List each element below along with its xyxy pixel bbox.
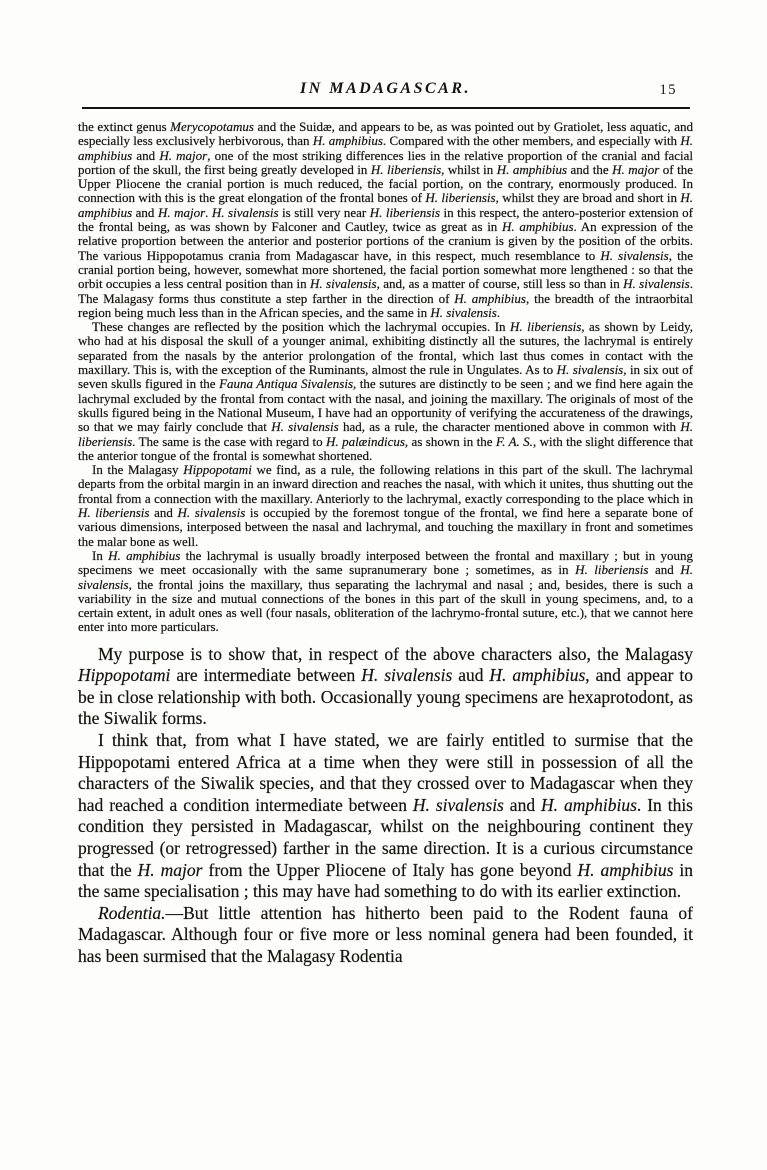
paragraph: In H. amphibius the lachrymal is usually broadly interposed between the frontal and maxillary ; but in young specimens we meet occasionally with the same supranumerary bone ; sometimes, as in H. liberiensis and H. sivalensis, the frontal joins the maxillary, thus separating the lachrymal and nasal ; and, besides, there is such a variability in the size and mutual connections of the bones in this part of the skull in young specimens, and, to a certain extent, in adult ones as well (four nasals, obliteration of the lachrymo-frontal suture, etc.), that we cannot here enter into more particulars. bbox=[78, 547, 693, 635]
fine-print-section bbox=[78, 120, 693, 635]
paragraph: the extinct genus Merycopotamus and the Suidæ, and appears to be, as was pointed out by Gratiolet, less aquatic, and especially less exclusively herbivorous, than H. amphibius. Compared with the other members, and especially with H. amphibius and H. major, one of the most striking differences lies in the relative proportion of the cranial and facial portion of the skull, the first being greatly developed in H. liberiensis, whilst in H. amphibius and the H. major of the Upper Pliocene the cranial portion is much reduced, the facial portion, on the contrary, enormously produced. In connection with this is the great elongation of the frontal bones of H. liberiensis, whilst they are broad and short in H. amphibius and H. major. H. sivalensis is still very near H. liberiensis in this respect, the antero-posterior extension of the frontal being, as was shown by Falconer and Cautley, twice as great as in H. amphibius. An expression of the relative proportion between the anterior and posterior portions of the cranium is given by the position of the orbits. The various Hippopotamus crania from Madagascar have, in this respect, much resemblance to H. sivalensis, the cranial portion being, however, somewhat more shortened, the facial portion somewhat more lengthened : so that the orbit occupies a less central position than in H. sivalensis, and, as a matter of course, still less so than in H. sivalensis. The Malagasy forms thus constitute a step farther in the direction of H. amphibius, the breadth of the intraorbital region being much less than in the African species, and the same in H. sivalensis. bbox=[78, 119, 694, 320]
paragraph: My purpose is to show that, in respect of the above characters also, the Malagasy Hippopotami are intermediate between H. sivalensis aud H. amphibius, and appear to be in close relationship with both. Occasionally young specimens are hexaprotodont, as the Siwalik forms. bbox=[78, 643, 693, 729]
running-title: IN MADAGASCAR. bbox=[299, 80, 472, 97]
paragraph: Rodentia.—But little attention has hitherto been paid to the Rodent fauna of Madagascar. Although four or five more or less nominal genera had been founded, it has been surmised that the Malagasy Rodentia bbox=[78, 902, 693, 966]
page-header bbox=[78, 80, 693, 99]
paragraph: I think that, from what I have stated, we are fairly entitled to surmise that the Hippopotami entered Africa at a time when they were still in possession of all the characters of the Siwalik species, and that they crossed over to Madagascar when they had reached a condition intermediate between H. sivalensis and H. amphibius. In this condition they persisted in Madagascar, whilst on the neighbouring continent they progressed (or retrogressed) farther in the same direction. It is a curious circumstance that the H. major from the Upper Pliocene of Italy has gone beyond H. amphibius in the same specialisation ; this may have had something to do with its earlier extinction. bbox=[78, 730, 694, 902]
paragraph: These changes are reflected by the position which the lachrymal occupies. In H. liberiensis, as shown by Leidy, who had at his disposal the skull of a younger animal, exhibiting distinctly all the sutures, the lachrymal is entirely separated from the nasals by the anterior prolongation of the frontal, which last thus comes in contact with the maxillary. This is, with the exception of the Ruminants, almost the rule in Ungulates. As to H. sivalensis, in six out of seven skulls figured in the Fauna Antiqua Sivalensis, the sutures are distinctly to be seen ; and we find here again the lachrymal excluded by the frontal from contact with the nasal, and joining the maxillary. The originals of most of the skulls figured being in the National Museum, I have had an opportunity of verifying the accurateness of the drawings, so that we may fairly conclude that H. sivalensis had, as a rule, the character mentioned above in common with H. liberiensis. The same is the case with regard to H. palæindicus, as shown in the F. A. S., with the slight difference that the anterior tongue of the frontal is somewhat shortened. bbox=[78, 319, 694, 463]
header-rule bbox=[82, 107, 690, 109]
main-text-section bbox=[78, 644, 693, 968]
paragraph: In the Malagasy Hippopotami we find, as a rule, the following relations in this part of the skull. The lachrymal departs from the orbital margin in an inward direction and reaches the nasal, with which it unites, thus shutting out the frontal from a connection with the maxillary. Anteriorly to the lachrymal, exactly corresponding to the place which in H. liberiensis and H. sivalensis is occupied by the foremost tongue of the frontal, we find here a separate bone of various dimensions, interposed between the nasal and lachrymal, and touching the maxillary in front and sometimes the malar bone as well. bbox=[78, 462, 693, 549]
page-number: 15 bbox=[659, 82, 677, 98]
